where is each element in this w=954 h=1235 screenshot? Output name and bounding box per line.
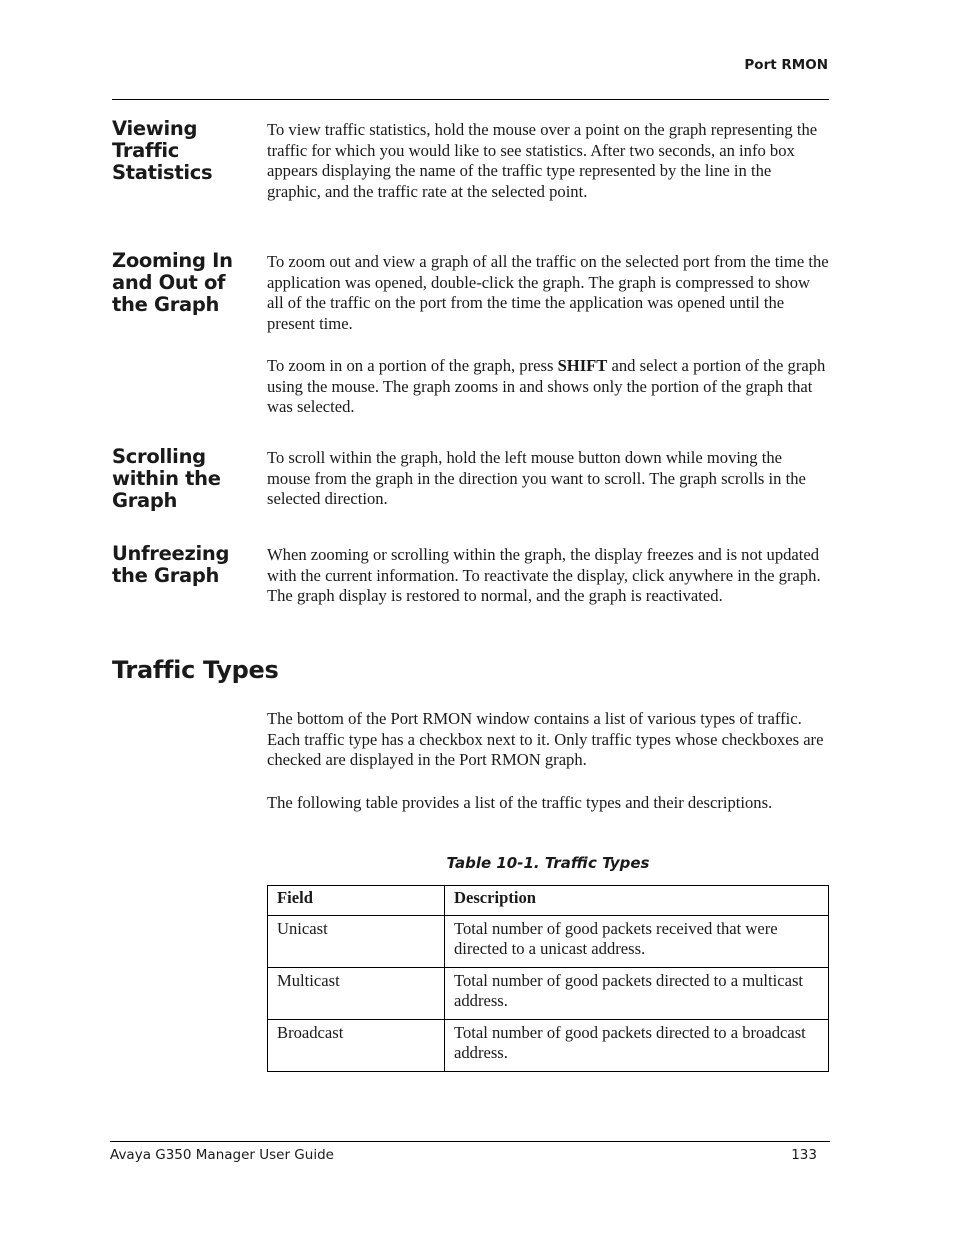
zooming-paragraph-1: To zoom out and view a graph of all the traffic on the selected port from the time the application was opened, double-click the graph. The graph is compressed to show all of the traffic on the port from the time the application was opened until the present time. xyxy=(267,252,829,333)
heading-scrolling-graph xyxy=(112,446,252,512)
shift-key-label: SHIFT xyxy=(557,356,608,375)
header-rule xyxy=(112,99,829,100)
heading-line: Graph xyxy=(112,489,178,512)
viewing-paragraph: To view traffic statistics, hold the mouse over a point on the graph representing the traffic for which you would like to see statistics. After two seconds, an info box appears displaying the name of the traffic type represented by the line in the graphic, and the traffic rate at the selected point. xyxy=(267,120,818,201)
zoom-text-after: and select a portion of the graph using the mouse. The graph zooms in and shows only the portion of the graph that was selected. xyxy=(267,356,826,416)
heading-line: the Graph xyxy=(112,293,220,316)
heading-line: the Graph xyxy=(112,564,220,587)
footer-document-title: Avaya G350 Manager User Guide xyxy=(110,1147,334,1163)
heading-unfreezing-graph xyxy=(112,543,252,587)
scrolling-paragraph: To scroll within the graph, hold the left mouse button down while moving the mouse from the graph in the direction you want to scroll. The graph scrolls in the selected direction. xyxy=(267,448,806,508)
running-header: Port RMON xyxy=(744,57,828,73)
cell-description: Total number of good packets directed to a broadcast address. xyxy=(445,1019,829,1071)
traffic-types-paragraph-1: The bottom of the Port RMON window contains a list of various types of traffic. Each traffic type has a checkbox next to it. Only traffic types whose checkboxes are checked are displayed in the Port RMON graph. xyxy=(267,709,824,769)
heading-line: Traffic xyxy=(112,139,180,162)
section-title-traffic-types: Traffic Types xyxy=(112,656,279,684)
table-row xyxy=(268,967,829,1019)
cell-field: Multicast xyxy=(268,967,445,1019)
heading-line: Zooming In xyxy=(112,249,233,272)
table-header-row xyxy=(268,886,829,916)
heading-zooming-graph xyxy=(112,250,252,316)
cell-field: Unicast xyxy=(268,915,445,967)
heading-line: Viewing xyxy=(112,117,198,140)
heading-line: and Out of xyxy=(112,271,226,294)
heading-line: Scrolling xyxy=(112,445,206,468)
page-number: 133 xyxy=(791,1147,817,1163)
footer-rule xyxy=(110,1141,830,1142)
column-header-description: Description xyxy=(445,886,829,916)
traffic-types-paragraph-2: The following table provides a list of the traffic types and their descriptions. xyxy=(267,793,773,812)
cell-description: Total number of good packets received that were directed to a unicast address. xyxy=(445,915,829,967)
cell-description: Total number of good packets directed to a multicast address. xyxy=(445,967,829,1019)
heading-viewing-traffic-statistics xyxy=(112,118,252,184)
table-row xyxy=(268,1019,829,1071)
table-row xyxy=(268,915,829,967)
table-caption: Table 10-1. Traffic Types xyxy=(446,854,650,872)
unfreezing-paragraph: When zooming or scrolling within the graph, the display freezes and is not updated with the current information. To reactivate the display, click anywhere in the graph. The graph display is restored to normal, and the graph is reactivated. xyxy=(267,545,821,605)
zooming-paragraph-2 xyxy=(267,356,829,418)
traffic-types-table xyxy=(267,885,829,1072)
heading-line: within the xyxy=(112,467,221,490)
heading-line: Unfreezing xyxy=(112,542,230,565)
column-header-field: Field xyxy=(268,886,445,916)
cell-field: Broadcast xyxy=(268,1019,445,1071)
heading-line: Statistics xyxy=(112,161,213,184)
zoom-text-before: To zoom in on a portion of the graph, press xyxy=(267,356,558,375)
